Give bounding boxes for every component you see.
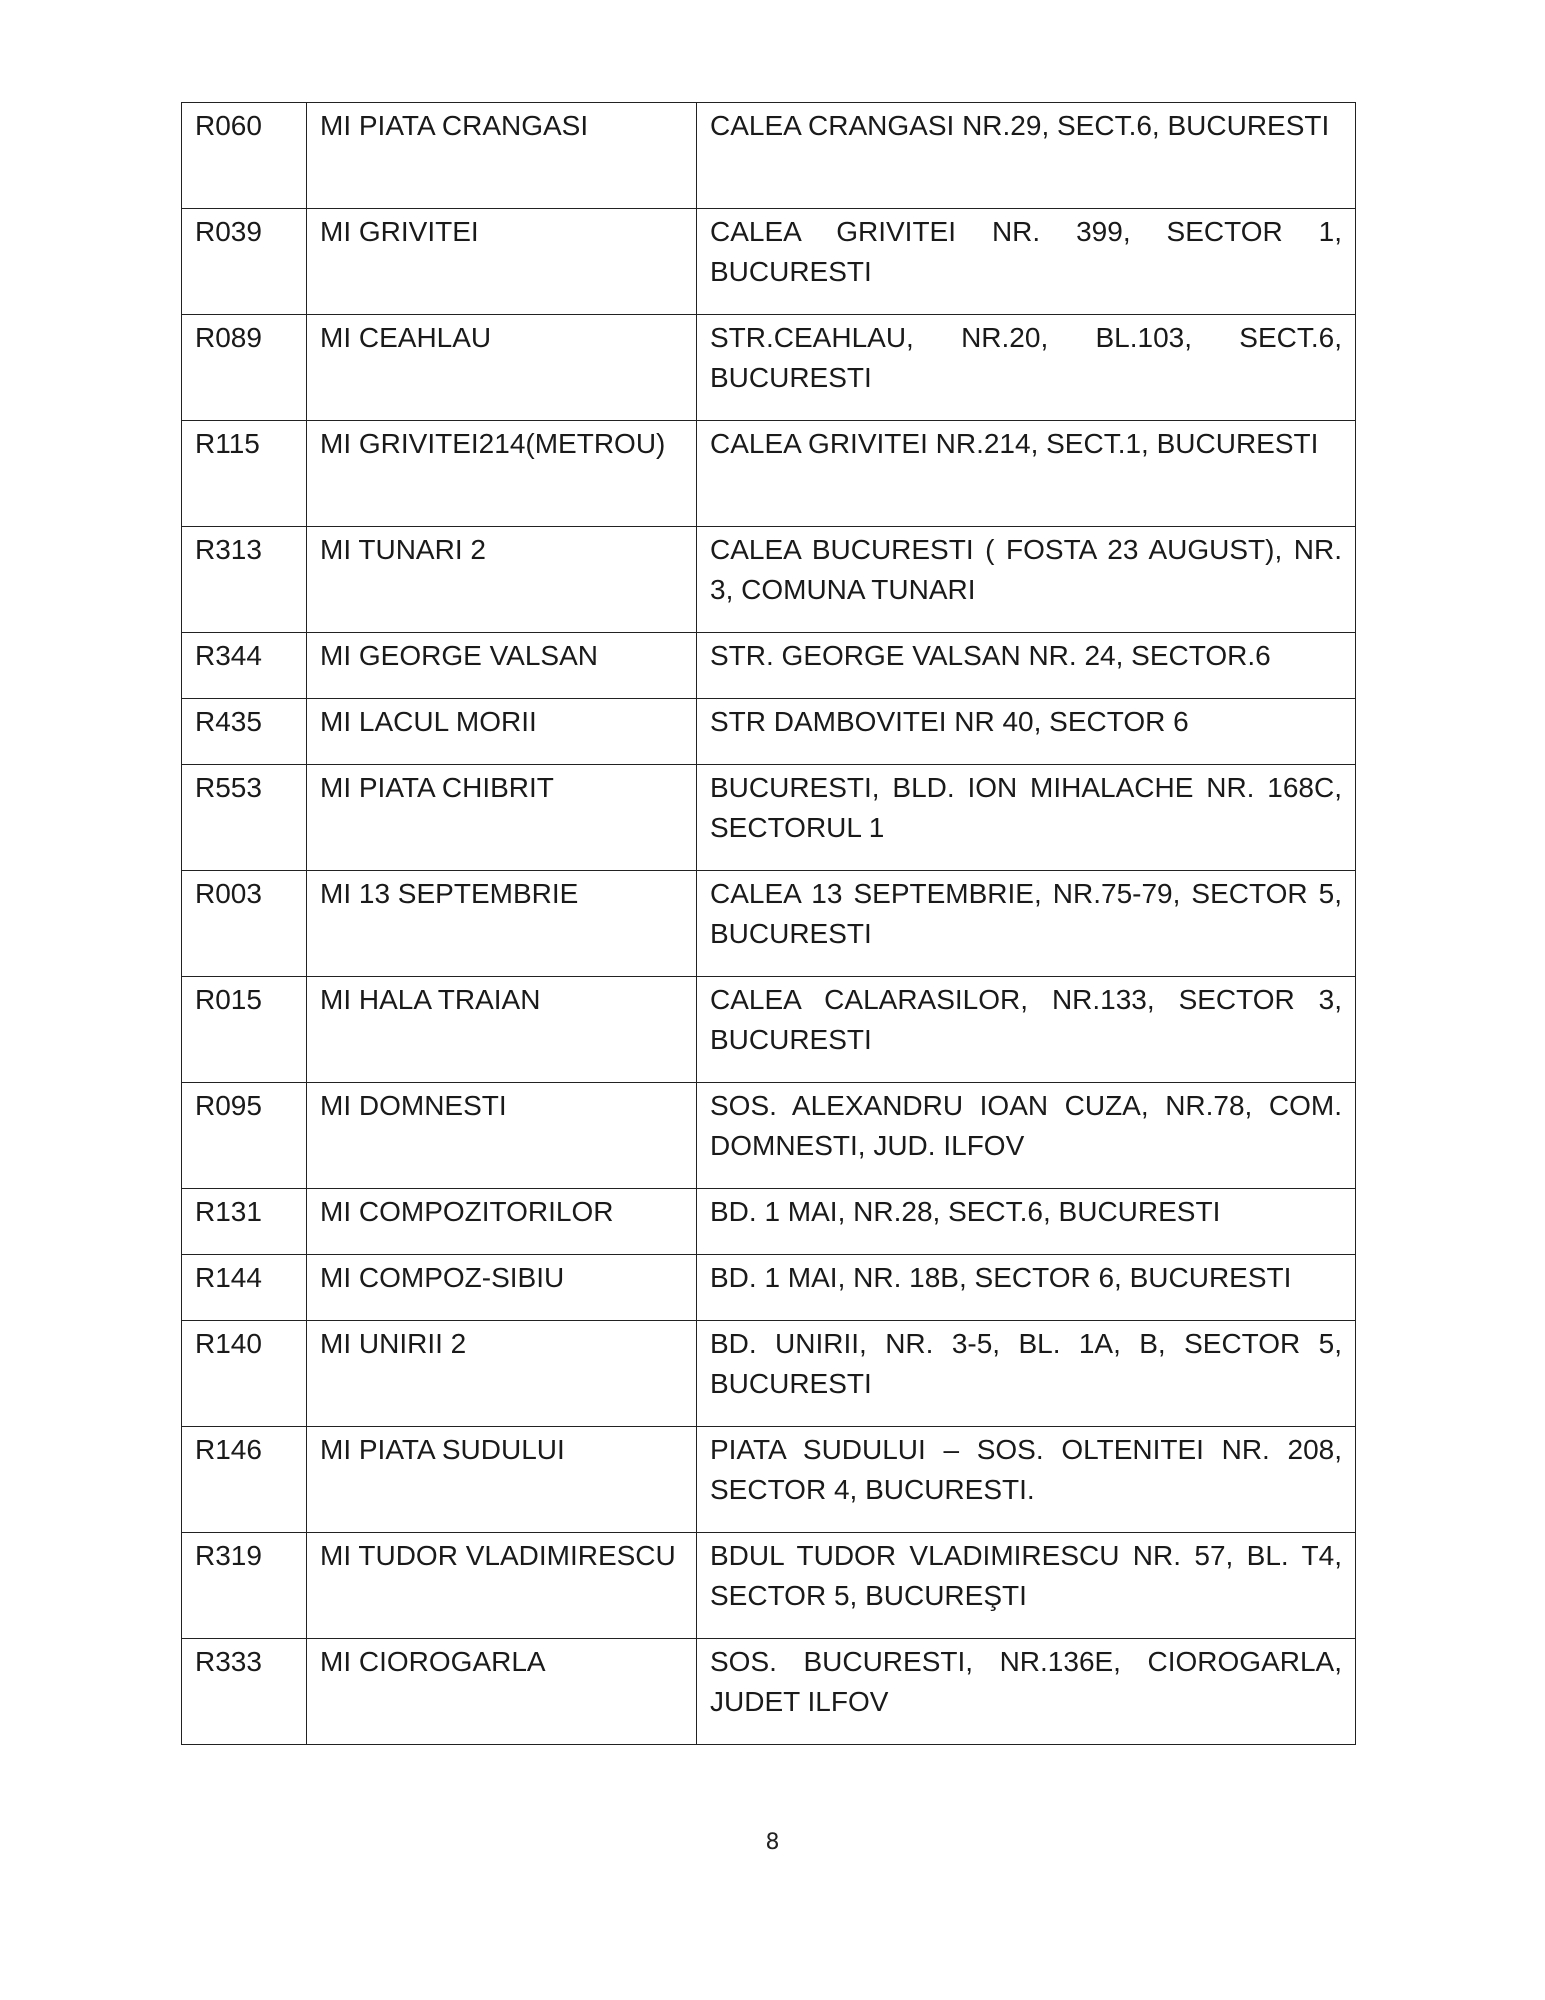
store-code: R319 xyxy=(182,1533,307,1639)
store-name: MI TUNARI 2 xyxy=(307,527,697,633)
store-address: CALEA GRIVITEI NR.214, SECT.1, BUCURESTI xyxy=(697,421,1356,527)
table-row xyxy=(182,1427,1356,1533)
store-code: R015 xyxy=(182,977,307,1083)
store-address: STR. GEORGE VALSAN NR. 24, SECTOR.6 xyxy=(697,633,1356,699)
store-name: MI 13 SEPTEMBRIE xyxy=(307,871,697,977)
store-address: STR.CEAHLAU, NR.20, BL.103, SECT.6, BUCURESTI xyxy=(697,315,1356,421)
store-address: CALEA CALARASILOR, NR.133, SECTOR 3, BUCURESTI xyxy=(697,977,1356,1083)
table-row xyxy=(182,765,1356,871)
store-code: R115 xyxy=(182,421,307,527)
table-row xyxy=(182,1639,1356,1745)
table-row xyxy=(182,421,1356,527)
store-address: BD. 1 MAI, NR.28, SECT.6, BUCURESTI xyxy=(697,1189,1356,1255)
table-row xyxy=(182,527,1356,633)
store-address: SOS. BUCURESTI, NR.136E, CIOROGARLA, JUDET ILFOV xyxy=(697,1639,1356,1745)
store-name: MI COMPOZ-SIBIU xyxy=(307,1255,697,1321)
store-code: R344 xyxy=(182,633,307,699)
store-name: MI COMPOZITORILOR xyxy=(307,1189,697,1255)
table-row xyxy=(182,1083,1356,1189)
store-address: CALEA 13 SEPTEMBRIE, NR.75-79, SECTOR 5, BUCURESTI xyxy=(697,871,1356,977)
stores-table xyxy=(181,102,1356,1745)
store-code: R553 xyxy=(182,765,307,871)
store-address: BD. 1 MAI, NR. 18B, SECTOR 6, BUCURESTI xyxy=(697,1255,1356,1321)
store-code: R140 xyxy=(182,1321,307,1427)
store-code: R003 xyxy=(182,871,307,977)
store-name: MI CEAHLAU xyxy=(307,315,697,421)
store-code: R060 xyxy=(182,103,307,209)
store-name: MI GRIVITEI214(METROU) xyxy=(307,421,697,527)
store-code: R039 xyxy=(182,209,307,315)
store-code: R333 xyxy=(182,1639,307,1745)
store-code: R095 xyxy=(182,1083,307,1189)
store-address: CALEA CRANGASI NR.29, SECT.6, BUCURESTI xyxy=(697,103,1356,209)
table-row xyxy=(182,1533,1356,1639)
table-row xyxy=(182,633,1356,699)
store-name: MI TUDOR VLADIMIRESCU xyxy=(307,1533,697,1639)
table-row xyxy=(182,209,1356,315)
store-name: MI DOMNESTI xyxy=(307,1083,697,1189)
store-code: R131 xyxy=(182,1189,307,1255)
store-address: BUCURESTI, BLD. ION MIHALACHE NR. 168C, SECTORUL 1 xyxy=(697,765,1356,871)
table-row xyxy=(182,977,1356,1083)
store-address: STR DAMBOVITEI NR 40, SECTOR 6 xyxy=(697,699,1356,765)
page-number: 8 xyxy=(765,1830,780,1855)
table-row xyxy=(182,315,1356,421)
table-row xyxy=(182,871,1356,977)
store-name: MI LACUL MORII xyxy=(307,699,697,765)
table-row xyxy=(182,699,1356,765)
store-address: CALEA GRIVITEI NR. 399, SECTOR 1, BUCURESTI xyxy=(697,209,1356,315)
store-code: R146 xyxy=(182,1427,307,1533)
store-name: MI PIATA CHIBRIT xyxy=(307,765,697,871)
store-name: MI GRIVITEI xyxy=(307,209,697,315)
table-row xyxy=(182,103,1356,209)
store-name: MI PIATA SUDULUI xyxy=(307,1427,697,1533)
store-name: MI PIATA CRANGASI xyxy=(307,103,697,209)
store-name: MI GEORGE VALSAN xyxy=(307,633,697,699)
store-address: SOS. ALEXANDRU IOAN CUZA, NR.78, COM. DOMNESTI, JUD. ILFOV xyxy=(697,1083,1356,1189)
store-name: MI UNIRII 2 xyxy=(307,1321,697,1427)
store-name: MI CIOROGARLA xyxy=(307,1639,697,1745)
store-address: PIATA SUDULUI – SOS. OLTENITEI NR. 208, SECTOR 4, BUCURESTI. xyxy=(697,1427,1356,1533)
table-row xyxy=(182,1321,1356,1427)
table-row xyxy=(182,1255,1356,1321)
store-address: CALEA BUCURESTI ( FOSTA 23 AUGUST), NR. 3, COMUNA TUNARI xyxy=(697,527,1356,633)
table-row xyxy=(182,1189,1356,1255)
store-address: BDUL TUDOR VLADIMIRESCU NR. 57, BL. T4, SECTOR 5, BUCUREŞTI xyxy=(697,1533,1356,1639)
store-code: R089 xyxy=(182,315,307,421)
store-code: R144 xyxy=(182,1255,307,1321)
store-code: R435 xyxy=(182,699,307,765)
store-name: MI HALA TRAIAN xyxy=(307,977,697,1083)
store-code: R313 xyxy=(182,527,307,633)
store-address: BD. UNIRII, NR. 3-5, BL. 1A, B, SECTOR 5, BUCURESTI xyxy=(697,1321,1356,1427)
